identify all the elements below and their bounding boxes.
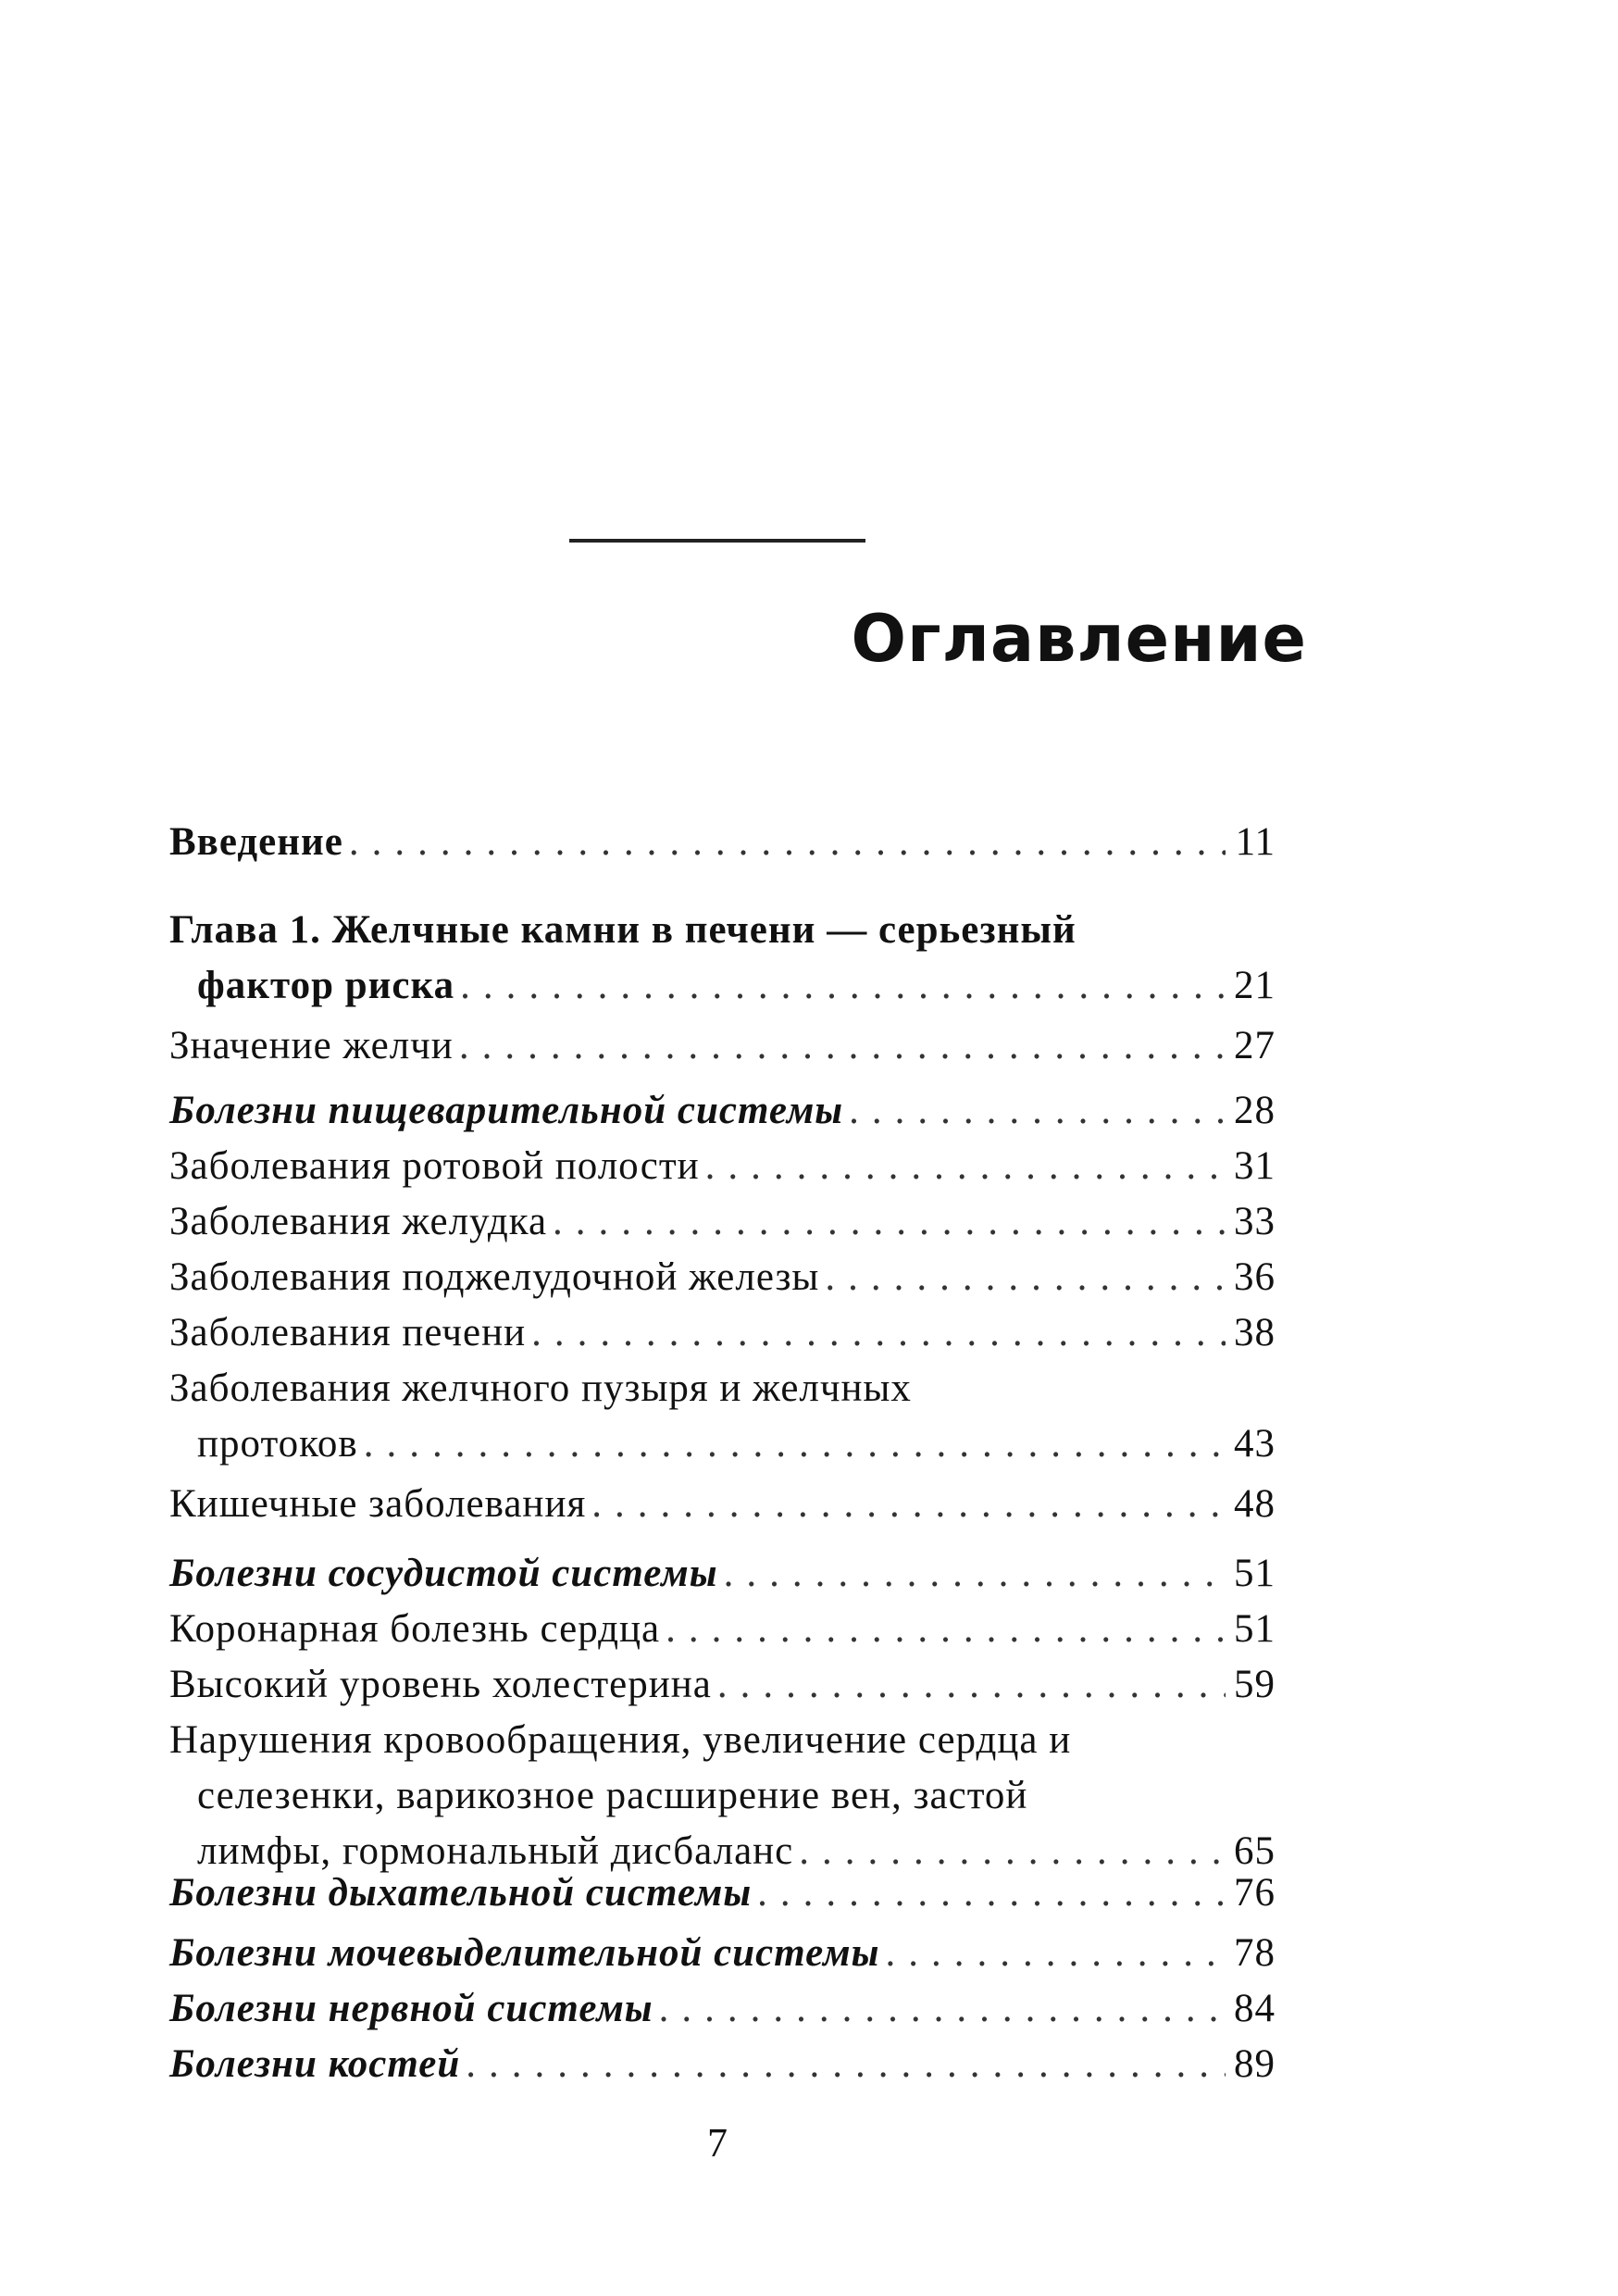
toc-entry-title: Введение xyxy=(169,820,343,864)
toc-entry xyxy=(169,815,1276,870)
toc-entry-title: Заболевания желчного пузыря и желчных xyxy=(169,1366,912,1410)
dot-leader xyxy=(553,1194,1226,1250)
toc-entry-line xyxy=(169,1250,1276,1305)
toc-entry-title: Нарушения кровообращения, увеличение сердца и xyxy=(169,1718,1072,1762)
toc-entry xyxy=(169,1083,1276,1139)
dot-leader xyxy=(885,1926,1226,1981)
toc-entry-title: селезенки, варикозное расширение вен, застой xyxy=(197,1774,1028,1817)
toc-entry-page: 84 xyxy=(1234,1987,1276,2030)
toc-entry xyxy=(169,1194,1276,1250)
toc-entry-page: 21 xyxy=(1234,964,1276,1007)
toc-entry-page: 76 xyxy=(1234,1871,1276,1915)
toc-entry-title: Болезни мочевыделительной системы xyxy=(169,1931,880,1975)
toc-entry-title: Высокий уровень холестерина xyxy=(169,1663,712,1706)
toc-entry xyxy=(169,1139,1276,1194)
toc-entry-line xyxy=(169,1657,1276,1713)
toc-entry-page: 59 xyxy=(1234,1663,1276,1706)
toc-entry-title: Болезни пищеварительной системы xyxy=(169,1089,844,1132)
toc-entry xyxy=(169,1546,1276,1602)
toc-entry xyxy=(169,1657,1276,1713)
toc-entry-title: Заболевания поджелудочной железы xyxy=(169,1255,820,1299)
toc-entry-title: протоков xyxy=(197,1422,358,1466)
toc-entry-title: Значение желчи xyxy=(169,1024,454,1067)
toc-entry-line xyxy=(169,903,1276,958)
toc-entry-page: 36 xyxy=(1234,1255,1276,1299)
toc-entry-title: лимфы, гормональный дисбаланс xyxy=(197,1829,794,1873)
toc-entry-line xyxy=(169,1768,1276,1824)
toc-entry xyxy=(169,903,1276,1014)
toc-entry-page: 89 xyxy=(1234,2042,1276,2086)
page-number: 7 xyxy=(707,2120,728,2165)
toc-entry xyxy=(169,1018,1276,1074)
toc-entry xyxy=(169,1713,1276,1879)
dot-leader xyxy=(659,1981,1226,2037)
toc-entry-line xyxy=(169,1361,1276,1416)
toc-entry-page: 38 xyxy=(1234,1311,1276,1354)
toc-entry-page: 31 xyxy=(1234,1144,1276,1188)
dot-leader xyxy=(666,1602,1226,1657)
toc-entry-line xyxy=(169,958,1276,1014)
toc-entry-line xyxy=(169,1602,1276,1657)
page-title: Оглавление xyxy=(851,601,1307,677)
dot-leader xyxy=(705,1139,1226,1194)
toc-entry-title: Заболевания ротовой полости xyxy=(169,1144,700,1188)
toc-entry xyxy=(169,1477,1276,1532)
dot-leader xyxy=(364,1416,1226,1472)
toc-entry-page: 43 xyxy=(1234,1422,1276,1466)
toc-entry-title: Глава 1. Желчные камни в печени — серьезный xyxy=(169,908,1077,952)
toc-entry-title: Заболевания печени xyxy=(169,1311,527,1354)
dot-leader xyxy=(459,1018,1226,1074)
dot-leader xyxy=(825,1250,1226,1305)
toc-entry-line xyxy=(169,1305,1276,1361)
toc-entry-page: 33 xyxy=(1234,1200,1276,1243)
dot-leader xyxy=(717,1657,1226,1713)
toc-entry-line xyxy=(169,2037,1276,2092)
toc-entry xyxy=(169,1305,1276,1361)
dot-leader xyxy=(466,2037,1226,2092)
toc-entry xyxy=(169,1866,1276,1921)
toc-entry-line xyxy=(169,815,1276,870)
toc-entry xyxy=(169,1981,1276,2037)
toc-entry-title: Заболевания желудка xyxy=(169,1200,548,1243)
dot-leader xyxy=(757,1866,1226,1921)
toc-entry-page: 27 xyxy=(1234,1024,1276,1067)
toc-entry-page: 11 xyxy=(1235,820,1276,864)
toc-entry-line xyxy=(169,1083,1276,1139)
dot-leader xyxy=(591,1477,1226,1532)
toc-entry-title: Болезни костей xyxy=(169,2042,461,2086)
toc-entry-title: Коронарная болезнь сердца xyxy=(169,1607,661,1651)
toc-entry xyxy=(169,1926,1276,1981)
toc-entry-page: 51 xyxy=(1234,1607,1276,1651)
toc-entry-line xyxy=(169,1926,1276,1981)
dot-leader xyxy=(531,1305,1226,1361)
dot-leader xyxy=(724,1546,1226,1602)
dot-leader xyxy=(460,958,1226,1014)
toc-entry-line xyxy=(169,1018,1276,1074)
toc-entry xyxy=(169,1361,1276,1472)
toc-entry-line xyxy=(169,1477,1276,1532)
toc-entry-line xyxy=(169,1713,1276,1768)
toc-entry-page: 51 xyxy=(1234,1552,1276,1595)
toc-entry-line xyxy=(169,1416,1276,1472)
toc-entry-page: 48 xyxy=(1234,1482,1276,1526)
dot-leader xyxy=(349,815,1226,870)
toc-entry-page: 28 xyxy=(1234,1089,1276,1132)
toc-entry-line xyxy=(169,1139,1276,1194)
toc-entry-title: Кишечные заболевания xyxy=(169,1482,587,1526)
toc-entry-line xyxy=(169,1981,1276,2037)
toc-entry-line xyxy=(169,1546,1276,1602)
toc-entry-line xyxy=(169,1194,1276,1250)
toc-entry-title: Болезни нервной системы xyxy=(169,1987,653,2030)
toc-entry-title: Болезни дыхательной системы xyxy=(169,1871,753,1915)
dot-leader xyxy=(849,1083,1226,1139)
toc-entry-page: 65 xyxy=(1234,1829,1276,1873)
toc-entry-page: 78 xyxy=(1234,1931,1276,1975)
toc-entry xyxy=(169,1602,1276,1657)
toc-entry xyxy=(169,2037,1276,2092)
toc-entry-title: Болезни сосудистой системы xyxy=(169,1552,718,1595)
toc-entry-line xyxy=(169,1866,1276,1921)
toc-entry-title: фактор риска xyxy=(197,964,455,1007)
toc-entry xyxy=(169,1250,1276,1305)
